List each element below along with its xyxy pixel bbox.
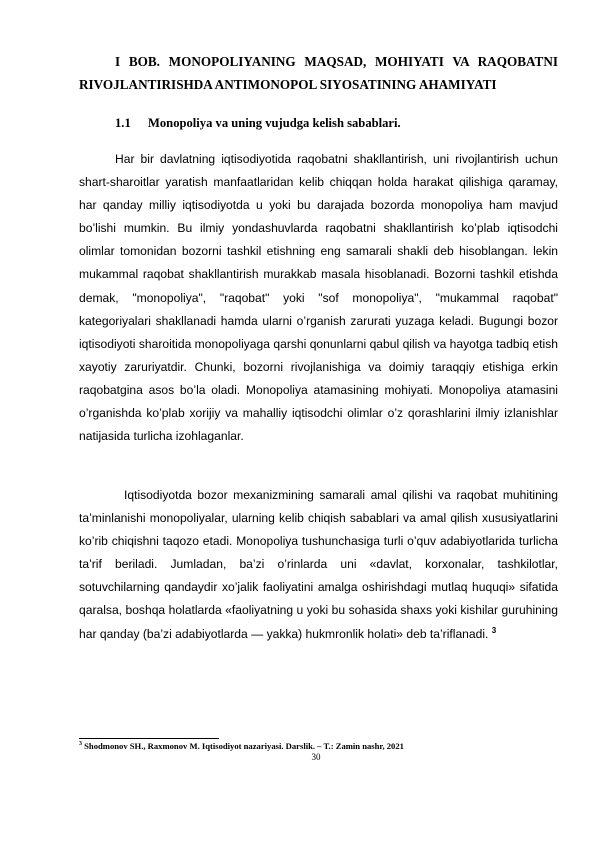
body-paragraph-1: Har bir davlatning iqtisodiyotida raqobatni shakllantirish, uni rivojlantirish uchun shart-sharoitlar yaratish manfaatlaridan kelib chiqqan holda harakat qilishiga qaramay, har qanday milliy iqtisodiyotda u yoki bu darajada bozorda monopoliya ham mavjud bo’lishi mumkin. Bu ilmiy yondashuvlarda raqobatni shakllantirish ko’plab iqtisodchi olimlar tomonidan bozorni tashkil etishning eng samarali shakli deb hisoblangan. lekin mukammal raqobat shakllantirish murakkab masala hisoblanadi. Bozorni tashkil etishda demak, "monopoliya", "raqobat" yoki "sof monopoliya", "mukammal raqobat" kategoriyalari shakllanadi hamda ularni o’rganish zarurati yuzaga keladi. Bugungi bozor iqtisodiyoti sharoitida monopoliyaga qarshi qonunlarni qabul qilish va hayotga tadbiq etish xayotiy zaruriyatdir. Chunki, bozorni rivojlanishiga va doimiy taraqqiy etishiga erkin raqobatgina asos bo’la oladi. Monopoliya atamasining mohiyati. Monopoliya atamasini o’rganishda ko’plab xorijiy va mahalliy iqtisodchi olimlar o’z qorashlarini ilmiy izlanishlar natijasida turlicha izohlaganlar. [79, 152, 558, 444]
footnote-separator [79, 738, 219, 739]
section-number: 1.1 [115, 116, 131, 130]
section-title: Monopoliya va uning vujudga kelish sabablari. [148, 116, 401, 130]
chapter-heading: I BOB. MONOPOLIYANING MAQSAD, MOHIYATI VA RAQOBATNI RIVOJLANTIRISHDA ANTIMONOPOL SIYOSATINING AHAMIYATI [79, 54, 558, 92]
page-number: 30 [311, 752, 321, 762]
body-paragraph-2 [79, 484, 558, 646]
footnote-text: Shodmonov SH., Raxmonov M. Iqtisodiyot nazariyasi. Darslik. – T.: Zamin nashr, 2021 [84, 741, 404, 751]
footnote-reference[interactable]: 3 [491, 625, 497, 635]
body-paragraph-2-text: Iqtisodiyotda bozor mexanizmining samarali amal qilishi va raqobat muhitining ta’minlanishi monopoliyalar, ularning kelib chiqish sabablari va amal qilish xususiyatlarini ko’rib chiqishni taqozo etadi. Monopoliya tushunchasiga turli o’quv adabiyotlarida turlicha ta’rif beriladi. Jumladan, ba’zi o’rinlarda uni «davlat, korxonalar, tashkilotlar, sotuvchilarning qandaydir xo’jalik faoliyatini amalga oshirishdagi mutlaq huquqi» sifatida qaralsa, boshqa holatlarda «faoliyatning u yoki bu sohasida shaxs yoki kishilar guruhining har qanday (ba’zi adabiyotlarda — yakka) hukmronlik holati» deb ta’riflanadi. [79, 488, 558, 641]
section-heading [115, 113, 401, 133]
footnote-marker: 3 [79, 741, 82, 748]
